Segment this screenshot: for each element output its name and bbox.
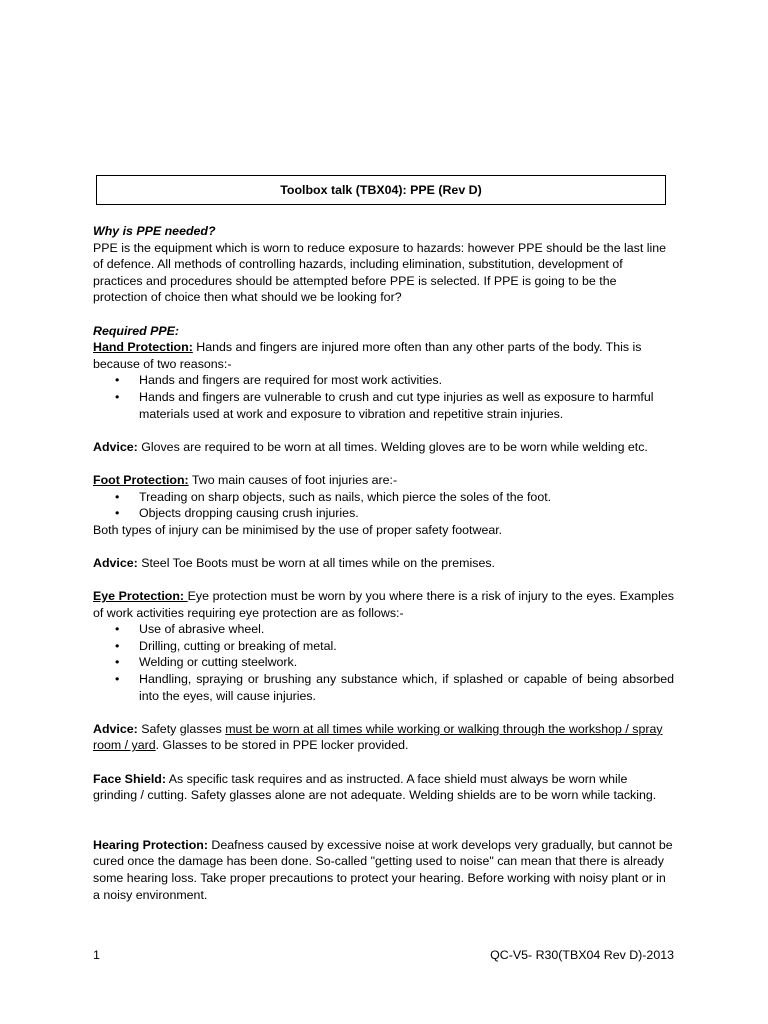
list-item: • Welding or cutting steelwork. <box>93 654 674 671</box>
face-paragraph <box>93 771 674 804</box>
hearing-text: Deafness caused by excessive noise at work develops very gradually, but cannot be cured once the damage has been done. So-called "getting used to noise" can mean that there is already some hearing loss. Take proper precautions to protect your hearing. Before working with noisy plant or in a noisy environment. <box>93 837 673 902</box>
hearing-label: Hearing Protection: <box>93 837 208 852</box>
foot-after: Both types of injury can be minimised by the use of proper safety footwear. <box>93 522 503 537</box>
foot-text: Two main causes of foot injuries are:- <box>188 472 398 487</box>
eye-advice <box>93 721 674 754</box>
document-body <box>93 223 674 903</box>
list-item: • Use of abrasive wheel. <box>93 621 674 638</box>
list-item: • Handling, spraying or brushing any substance which, if splashed or capable of being absorbed into the eyes, will cause injuries. <box>93 671 674 704</box>
advice-label: Advice: <box>93 721 138 736</box>
eye-label: Eye Protection: <box>93 589 188 604</box>
document-title: Toolbox talk (TBX04): PPE (Rev D) <box>280 182 482 197</box>
hand-list <box>93 372 674 422</box>
list-item: • Hands and fingers are required for most work activities. <box>93 372 674 389</box>
hand-paragraph <box>93 339 674 372</box>
hand-advice <box>93 439 674 456</box>
advice-text: Gloves are required to be worn at all times. Welding gloves are to be worn while welding etc. <box>137 439 648 454</box>
advice-text: Steel Toe Boots must be worn at all times while on the premises. <box>137 555 495 570</box>
page-number: 1 <box>93 948 100 962</box>
required-heading: Required PPE: <box>93 323 180 338</box>
hand-text: Hands and fingers are injured more often than any other parts of the body. This is because of two reasons:- <box>93 340 642 371</box>
hearing-paragraph <box>93 837 674 903</box>
foot-paragraph <box>93 472 674 489</box>
why-text: PPE is the equipment which is worn to reduce exposure to hazards: however PPE should be the last line of defence. All methods of controlling hazards, including elimination, substitution, development of practices and procedures should be attempted before PPE is selected. If PPE is going to be the protection of choice then what should we be looking for? <box>93 240 667 305</box>
list-item: • Hands and fingers are vulnerable to crush and cut type injuries as well as exposure to harmful materials used at work and exposure to vibration and repetitive strain injuries. <box>93 389 674 422</box>
list-item: • Drilling, cutting or breaking of metal. <box>93 638 674 655</box>
eye-list <box>93 621 674 704</box>
foot-label: Foot Protection: <box>93 472 189 487</box>
list-item: • Treading on sharp objects, such as nails, which pierce the soles of the foot. <box>93 489 674 506</box>
face-label: Face Shield: <box>93 771 166 786</box>
face-text: As specific task requires and as instructed. A face shield must always be worn while grinding / cutting. Safety glasses alone are not adequate. Welding shields are to be worn while tacking. <box>93 771 657 803</box>
advice-label: Advice: <box>93 439 138 454</box>
document-code: QC-V5- R30(TBX04 Rev D)-2013 <box>490 948 674 962</box>
foot-list <box>93 489 674 522</box>
advice-text-pre: Safety glasses <box>137 721 226 736</box>
list-item: • Objects dropping causing crush injuries. <box>93 505 674 522</box>
title-box <box>96 175 666 205</box>
advice-label: Advice: <box>93 555 138 570</box>
foot-advice <box>93 555 674 572</box>
page-footer <box>93 947 674 964</box>
why-heading: Why is PPE needed? <box>93 224 216 238</box>
eye-paragraph <box>93 588 674 621</box>
hand-label: Hand Protection: <box>93 340 193 355</box>
advice-text-underlined: must be worn at all times while working or walking through the workshop / spray room / yard <box>93 721 663 753</box>
eye-text: Eye protection must be worn by you where there is a risk of injury to the eyes. Examples of work activities requiring eye protection are as follows:- <box>93 589 674 620</box>
advice-text-post: . Glasses to be stored in PPE locker provided. <box>155 738 409 753</box>
